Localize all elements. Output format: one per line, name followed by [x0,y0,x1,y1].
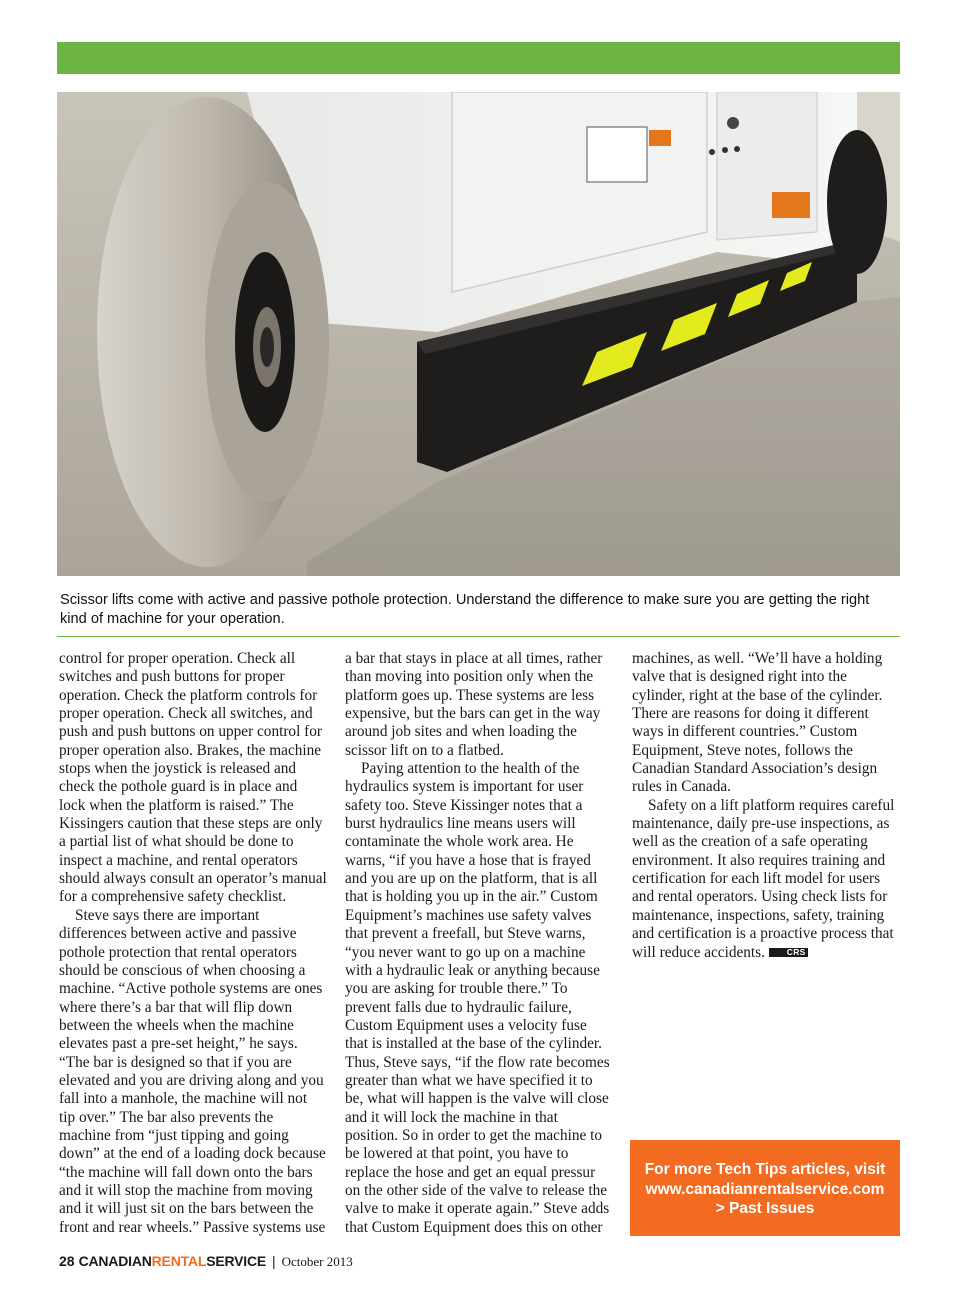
promo-url-link[interactable]: www.canadianrentalservice.com [645,1180,885,1198]
magazine-name-rental: RENTAL [151,1253,207,1269]
issue-date: October 2013 [281,1254,353,1269]
page-number: 28 [59,1253,75,1269]
promo-past-issues-link[interactable]: > Past Issues [715,1200,815,1217]
page-footer [59,1253,353,1273]
caption-divider [57,636,900,637]
article-paragraph-1: control for proper operation. Check all switches and push buttons for proper operation. Check the platform controls for proper operation. Check all switches, and push and push buttons on upper control for proper operation also. Brakes, the machine stops when the joystick is released and check the pothole guard is in place and lock when the platform is raised.” The Kissingers caution that these steps are only a partial list of what should be done to inspect a machine, and rental operators should always consult an operator’s manual for a comprehensive safety checklist. [59,650,327,906]
article-column-1 [59,650,327,1237]
article-column-3 [632,650,900,962]
promo-line-1: For more Tech Tips articles, visit [644,1161,886,1178]
article-paragraph-3-start: Paying attention to the health of the hydraulics system is important for user safety too. Steve Kissinger notes that a burst hydraulics line means users will contaminate the whole work area. He warns, “if you have a hose that is frayed and you are up on the platform, that is all that is holding you up in the air.” Custom Equipment’s machines use safety valves that prevent a freefall, but Steve warns, “you never want to go up on a machine with a hydraulic leak or anything because you are asking for trouble there.” To prevent falls due to hydraulic failure, Custom Equipment uses a velocity fuse that is installed at the base of the cylinder. Thus, Steve says, “if the flow rate becomes greater than what we have specified it to be, what will happen is the valve will close and it will lock the machine in that position. So in order to get the machine to be lowered at that point, you have to replace the hose and get an equal pressur on the other side of the valve to release the valve to make it operate again.” Steve adds that Custom Equipment does this on other [345,760,610,1236]
article-photo [57,92,900,576]
magazine-name [79,1253,266,1269]
crs-end-mark-icon: CRS [769,948,808,957]
article-paragraph-3: machines, as well. “We’ll have a holding valve that is designed right into the cylinder, right at the base of the cylinder. There are reasons for doing it different ways in different countries.” Custom Equipment, Steve notes, follows the Canadian Standard Association’s design rules in Canada. [632,650,883,796]
tech-tips-promo-box[interactable] [630,1140,900,1236]
magazine-name-service: SERVICE [206,1253,266,1269]
photo-caption: Scissor lifts come with active and passive pothole protection. Understand the difference to make sure you are getting the right kind of machine for your operation. [60,592,870,627]
footer-separator: | [272,1253,276,1269]
article-paragraph-2: Steve says there are important differences between active and passive pothole protection that rental operators should be conscious of when choosing a machine. “Active pothole systems are ones where there’s a bar that will flip down between the wheels when the machine elevates past a pre-set height,” he says. “The bar is designed so that if you are elevated and you are driving along and you fall into a manhole, the machine will not tip over.” The bar also prevents the machine from “just tipping and going down” at the end of a loading dock because “the machine will fall down onto the bars and it will stop the machine from moving and it will just sit on the bars between the front and rear wheels.” Passive systems use [59,906,326,1236]
article-column-2 [345,650,613,1237]
top-color-bar [57,42,900,74]
magazine-name-canadian: CANADIAN [78,1253,152,1269]
article-paragraph-4-text: Safety on a lift platform requires careful maintenance, daily pre-use inspections, as well as the creation of a safe operating environment. It also requires training and certification for each lift model for users and rental operators. Using check lists for maintenance, inspections, safety, training and certification is a proactive process that will reduce accidents. [632,796,895,961]
article-paragraph-2-continued: a bar that stays in place at all times, rather than moving into position only when the platform goes up. These systems are less expensive, but the bars can get in the way around job sites and when loading the scissor lift on to a flatbed. [345,650,603,759]
article-paragraph-4 [632,797,900,962]
